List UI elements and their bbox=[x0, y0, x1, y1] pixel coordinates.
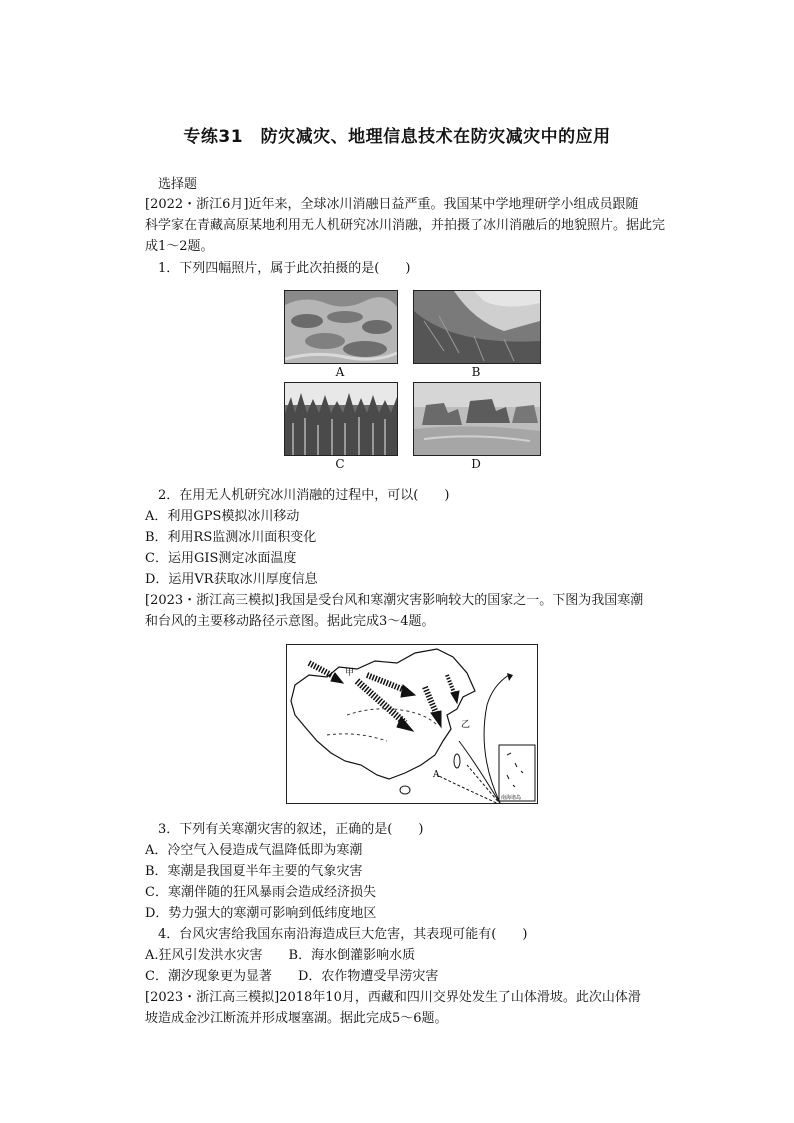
intro2-line2: 和台风的主要移动路径示意图。据此完成3～4题。 bbox=[145, 614, 435, 629]
cold-wave-typhoon-map bbox=[286, 644, 538, 804]
question-2-stem: 2．在用无人机研究冰川消融的过程中，可以( ) bbox=[158, 488, 450, 503]
question-3-option-a: A．冷空气入侵造成气温降低即为寒潮 bbox=[145, 843, 363, 858]
map-inset-label: 南海诸岛 bbox=[501, 795, 522, 801]
question-2-option-c: C．运用GIS测定冰面温度 bbox=[145, 551, 297, 566]
intro3-line1: [2023・浙江高三模拟]2018年10月，西藏和四川交界处发生了山体滑坡。此次山体滑 bbox=[145, 990, 641, 1005]
photo-d-yardang bbox=[413, 382, 541, 456]
question-3-stem: 3．下列有关寒潮灾害的叙述，正确的是( ) bbox=[158, 822, 424, 837]
intro1-line3: 成1～2题。 bbox=[145, 239, 214, 254]
question-3-option-b: B．寒潮是我国夏半年主要的气象灾害 bbox=[145, 864, 363, 879]
question-3-option-d: D．势力强大的寒潮可影响到低纬度地区 bbox=[145, 906, 377, 921]
question-4-options-ab: A.狂风引发洪水灾害 B．海水倒灌影响水质 bbox=[145, 948, 416, 963]
question-4-stem: 4．台风灾害给我国东南沿海造成巨大危害，其表现可能有( ) bbox=[158, 927, 528, 942]
section-heading: 选择题 bbox=[158, 177, 198, 192]
china-outline bbox=[291, 649, 475, 779]
question-1-stem: 1．下列四幅照片，属于此次拍摄的是( ) bbox=[158, 261, 411, 276]
question-4-options-cd: C．潮汐现象更为显著 D．农作物遭受旱涝灾害 bbox=[145, 969, 439, 984]
photo-c-label: C bbox=[335, 457, 345, 471]
intro1-line1: [2022・浙江6月]近年来，全球冰川消融日益严重。我国某中学地理研学小组成员跟随 bbox=[145, 197, 639, 212]
question-2-option-d: D．运用VR获取冰川厚度信息 bbox=[145, 572, 318, 587]
question-2-option-a: A．利用GPS模拟冰川移动 bbox=[145, 509, 300, 524]
photo-d-label: D bbox=[471, 457, 481, 471]
photo-c-stone-forest bbox=[284, 382, 398, 456]
photo-b-glacial-valley bbox=[413, 290, 541, 364]
map-label-jia: 甲 bbox=[345, 668, 355, 678]
intro2-line1: [2023・浙江高三模拟]我国是受台风和寒潮灾害影响较大的国家之一。下图为我国寒潮 bbox=[145, 593, 644, 608]
map-label-a: A bbox=[433, 770, 440, 780]
photo-a-label: A bbox=[335, 365, 345, 379]
photo-a-sand-dunes bbox=[284, 290, 398, 364]
map-label-yi: 乙 bbox=[461, 720, 471, 730]
intro3-line2: 坡造成金沙江断流并形成堰塞湖。据此完成5～6题。 bbox=[145, 1011, 448, 1026]
page-title: 专练31 防灾减灾、地理信息技术在防灾减灾中的应用 bbox=[183, 127, 611, 147]
intro1-line2: 科学家在青藏高原某地利用无人机研究冰川消融，并拍摄了冰川消融后的地貌照片。据此完 bbox=[145, 218, 666, 233]
photo-b-label: B bbox=[471, 365, 481, 379]
question-3-option-c: C．寒潮伴随的狂风暴雨会造成经济损失 bbox=[145, 885, 376, 900]
question-2-option-b: B．利用RS监测冰川面积变化 bbox=[145, 530, 317, 545]
